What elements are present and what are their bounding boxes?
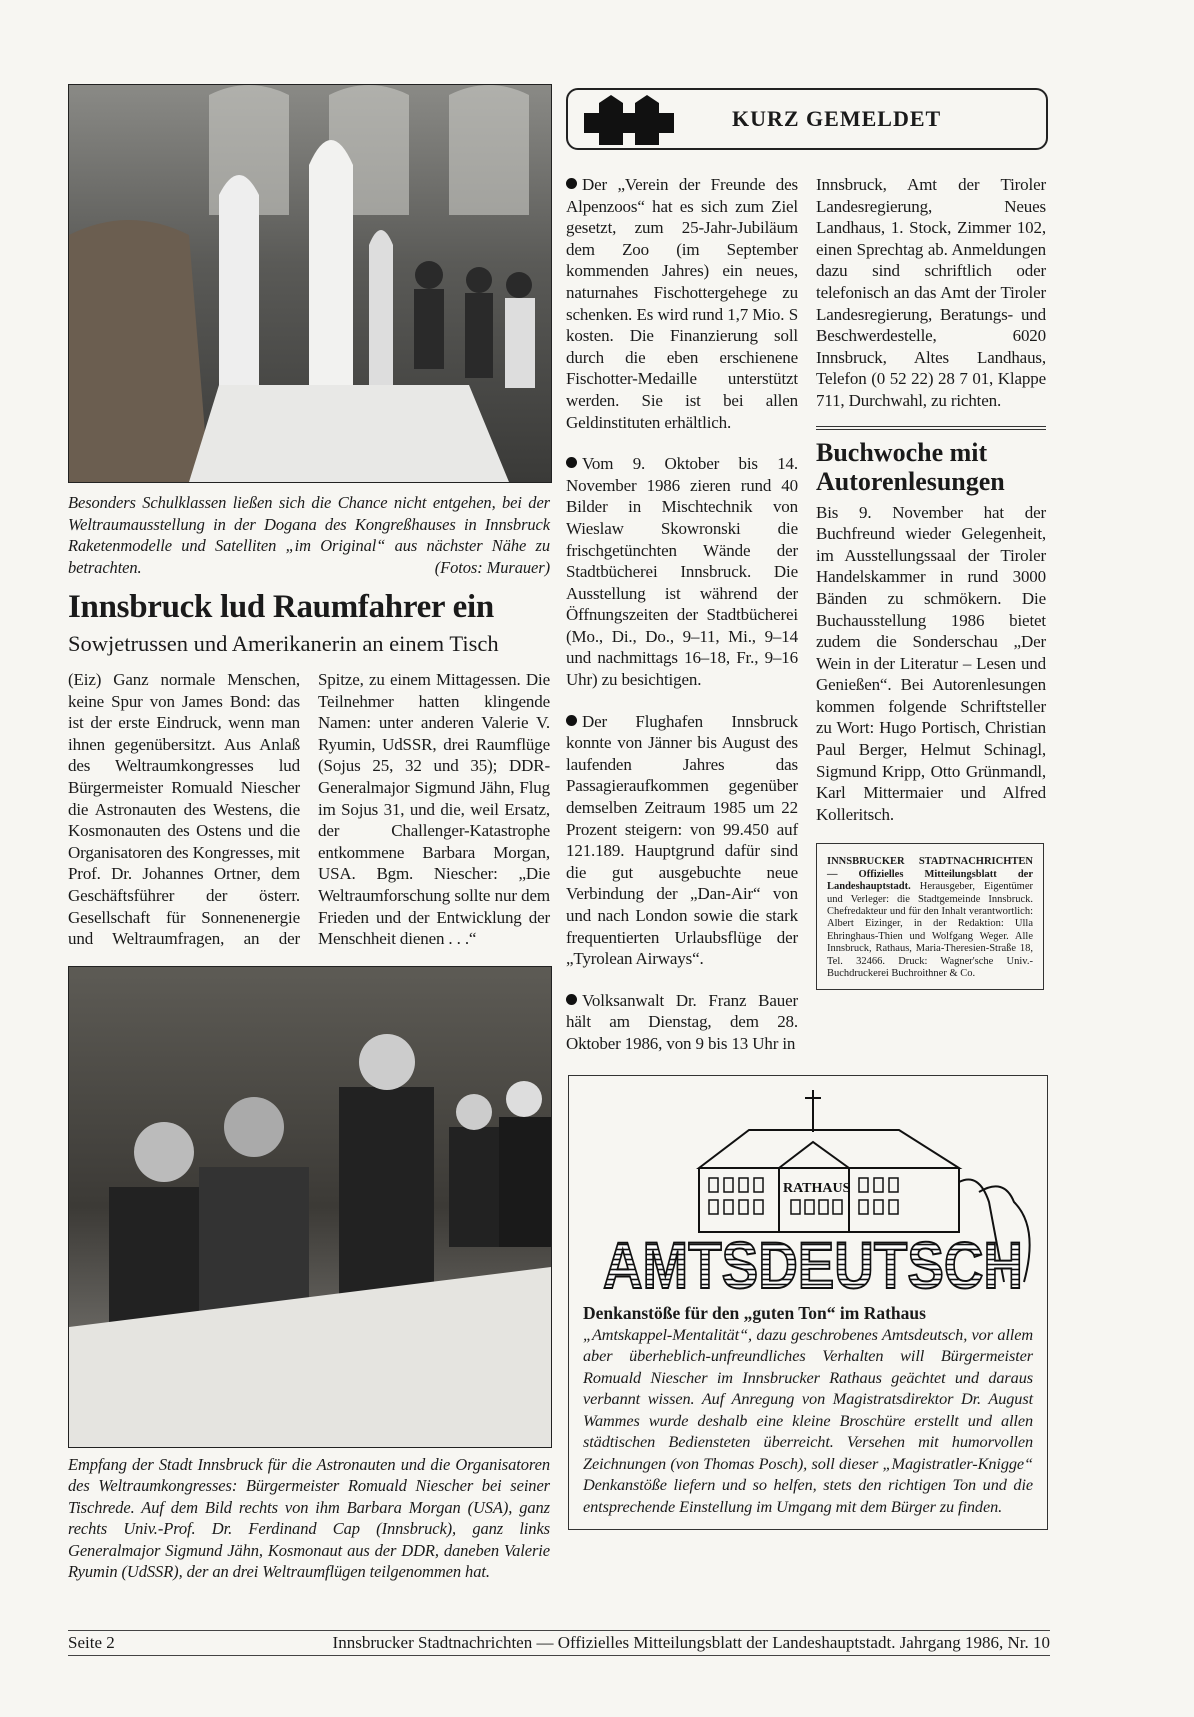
news-item: [566, 174, 798, 433]
news-text: Der „Verein der Freunde des Alpenzoos“ hat es sich zum Ziel gesetzt, zum 25-Jahr-Jubiläum dem Zoo (im September kommenden Jahres) ein neues, naturnahes Fischottergehege zu schenken. Es wird rund 1,7 Mio. S kosten. Die Finanzierung soll durch die eben erschienene Fischotter-Medaille unterstützt werden. Sie ist bei allen Geldinstituten erhältlich.: [566, 175, 798, 432]
article-body: (Eiz) Ganz normale Menschen, keine Spur von James Bond: das ist der erste Eindruck, wenn man ihnen gegenübersitzt. Aus Anlaß des Weltraumkongresses lud Bürgermeister Romuald Niescher die Astronauten des Westens, die Kosmonauten des Ostens und die Organisatoren des Kongresses, mit Prof. Dr. Johannes Ortner, dem Geschäftsführer der österr. Gesellschaft für Sonnenenergie und Weltraumfragen, an der Spitze, zu einem Mittagessen. Die Teilnehmer hatten klingende Namen: unter anderen Valerie V. Ryumin, UdSSR, drei Raumflüge (Sojus 25, 32 und 35); DDR-Generalmajor Sigmund Jähn, Flug im Sojus 31, und die, weil Ersatz, der Challenger-Katastrophe entkommene Barbara Morgan, USA. Bgm. Niescher: „Die Weltraumforschung sollte nur dem Frieden und der Entwicklung der Menschheit dienen . . .“: [68, 670, 550, 949]
right-news-column: [816, 174, 1046, 990]
houses-logo-icon: [584, 95, 696, 145]
news-columns: [566, 174, 1048, 1055]
bottom-photo-caption: Empfang der Stadt Innsbruck für die Astronauten und die Organisatoren des Weltraumkongresses: Bürgermeister Romuald Niescher bei seiner Tischrede. Auf dem Bild rechts von ihm Barbara Morgan (USA), ganz rechts Univ.-Prof. Dr. Ferdinand Cap (Innsbruck), ganz links Generalmajor Sigmund Jähn, Kosmonaut aus der DDR, daneben Valerie Ryumin (UdSSR), der an drei Weltraumflügen teilgenommen hat.: [68, 1454, 550, 1582]
bullet-icon: [566, 457, 577, 468]
news-continuation: Innsbruck, Amt der Tiroler Landesregierung, Neues Landhaus, 1. Stock, Zimmer 102, einen Sprechtag ab. Anmeldungen dazu sind schriftlich oder telefonisch an das Amt der Tiroler Landesregierung, Beratungs- und Beschwerdestelle, 6020 Innsbruck, Altes Landhaus, Telefon (0 52 22) 28 7 01, Klappe 711, Durchwahl, zu richten.: [816, 175, 1046, 410]
kurz-gemeldet-header: [566, 88, 1048, 150]
reception-photo: [68, 966, 552, 1448]
divider: [816, 426, 1046, 430]
buchwoche-body: Bis 9. November hat der Buchfreund wieder Gelegenheit, im Ausstellungssaal der Tiroler Handelskammer in rund 3000 Bänden zu schmökern. Die Buchausstellung 1986 bietet zudem die Sonderschau „Der Wein in der Literatur – Lesen und Genießen“. Bei Autorenlesungen kommen folgende Schriftsteller zu Wort: Hugo Portisch, Christian Paul Berger, Helmut Schinagl, Sigmund Kripp, Otto Grünmandl, Karl Mittermaier und Alfred Kolleritsch.: [816, 502, 1046, 824]
right-column: [566, 88, 1048, 1530]
impressum-text: Herausgeber, Eigentümer und Verleger: die Stadtgemeinde Innsbruck. Chefredakteur und für den Inhalt verantwortlich: Albert Eizinger, in der Redaktion: Ulla Ehringhaus-Thien und Wolfgang Weger. Alle Innsbruck, Rathaus, Maria-Theresien-Straße 18, Tel. 32466. Druck: Wagner'sche Univ.-Buchdruckerei Buchroithner & Co.: [827, 881, 1033, 980]
page-footer: [68, 1630, 1050, 1656]
cartoon-headline: Denkanstöße für den „guten Ton“ im Rathaus: [583, 1302, 926, 1323]
cartoon-body: „Amtskappel-Mentalität“, dazu geschrobenes Amtsdeutsch, vor allem aber überheblich-unfreundliches Verhalten will Bürgermeister Romuald Niescher im Innsbrucker Rathaus geächtet und daraus verbannt wissen. Auf Anregung von Magistratsdirektor Dr. August Wammes wurde deshalb eine kleine Broschüre erstellt und allen städtischen Bediensteten überreicht. Versehen mit humorvollen Zeichnungen (von Thomas Posch), soll dieser „Magistratler-Knigge“ Denkanstöße liefern und so helfen, stets den richtigen Ton und die entsprechende Einstellung im Umgang mit dem Bürger zu finden.: [583, 1324, 1033, 1516]
photo-credit: (Fotos: Murauer): [434, 557, 550, 577]
cartoon-box: [568, 1075, 1048, 1531]
page-number: Seite 2: [68, 1633, 115, 1652]
impressum-title: INNSBRUCKER STADTNACHRICHTEN — Offizielles Mitteilungsblatt der Landeshauptstadt.: [827, 856, 1033, 893]
photo-illustration: [69, 85, 551, 482]
building-sign: RATHAUS: [783, 1180, 851, 1196]
buchwoche-headline: Buchwoche mit Autorenlesungen: [816, 437, 1005, 496]
space-exhibition-photo: [68, 84, 552, 483]
article-subheadline: Sowjetrussen und Amerikanerin an einem Tisch: [68, 631, 499, 656]
top-photo-caption: [68, 492, 550, 578]
news-text: Volksanwalt Dr. Franz Bauer hält am Dienstag, dem 28. Oktober 1986, von 9 bis 13 Uhr in: [566, 990, 798, 1053]
publication-info: Innsbrucker Stadtnachrichten — Offizielles Mitteilungsblatt der Landeshauptstadt. Jahrgang 1986, Nr. 10: [332, 1633, 1050, 1652]
rathaus-cartoon: [579, 1082, 1039, 1300]
news-text: Der Flughafen Innsbruck konnte von Jänner bis August des laufenden Jahres das Passagieraufkommen gegenüber demselben Zeitraum 1985 um 22 Prozent steigern: von 99.450 auf 121.189. Hauptgrund dafür sind die gut ausgebuchte neue Verbindung der „Dan-Air“ von und nach London sowie die stark frequentierten Urlaubsflüge der „Tyrolean Airways“.: [566, 711, 798, 969]
news-text: Vom 9. Oktober bis 14. November 1986 zieren rund 40 Bilder in Mischtechnik von Wieslaw Skowronski die frischgetünchten Wände der Stadtbücherei Innsbruck. Die Ausstellung ist während der Öffnungszeiten der Stadtbücherei (Mo., Di., Do., 9–11, Mi., 9–14 und nachmittags 16–18, Fr., 9–16 Uhr) zu besichtigen.: [566, 454, 798, 690]
amtsdeutsch-lettering: AMTSDEUTSCH: [603, 1227, 1023, 1302]
news-item: [566, 711, 798, 970]
bullet-icon: [566, 178, 577, 189]
news-item: [566, 453, 798, 691]
bullet-icon: [566, 994, 577, 1005]
news-item: [566, 990, 798, 1055]
impressum-box: [816, 843, 1044, 989]
photo-illustration: [69, 967, 551, 1447]
bullet-icon: [566, 715, 577, 726]
caption-text: Besonders Schulklassen ließen sich die Chance nicht entgehen, bei der Weltraumausstellung in der Dogana des Kongreßhauses in Innsbruck Raketenmodelle und Satelliten „im Original“ aus nächster Nähe zu betrachten.: [68, 493, 550, 577]
left-column: [68, 84, 552, 1583]
kurz-gemeldet-column: [566, 174, 798, 1055]
section-title: KURZ GEMELDET: [732, 106, 942, 131]
article-headline: Innsbruck lud Raumfahrer ein: [68, 589, 494, 625]
